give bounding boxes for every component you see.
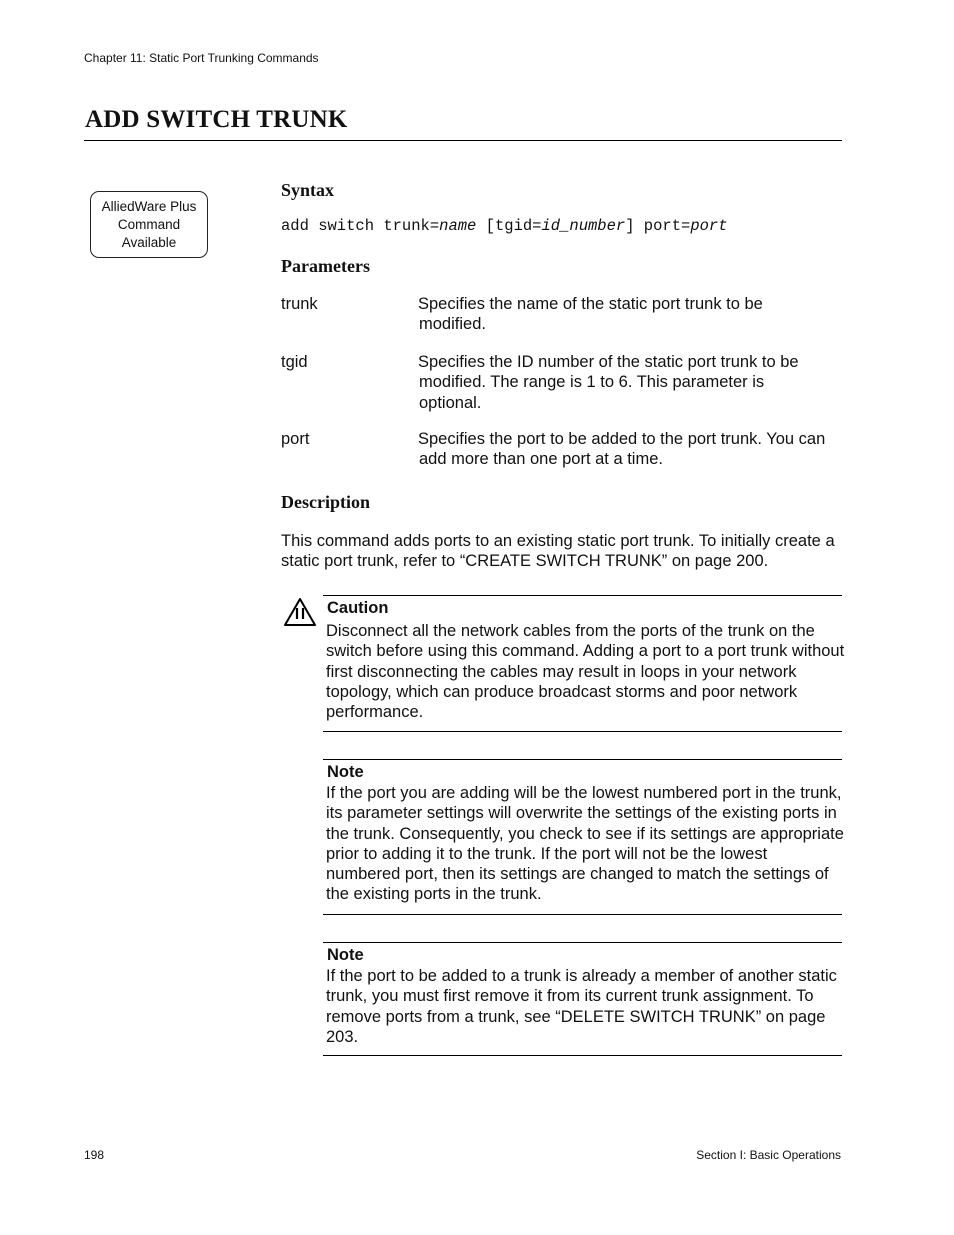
syntax-command <box>281 217 728 235</box>
badge-line-1: AlliedWare Plus <box>101 199 197 214</box>
param-name-trunk: trunk <box>281 295 318 313</box>
syntax-mid2: ] port= <box>625 217 691 235</box>
param-desc-port-rest: add more than one port at a time. <box>419 450 663 469</box>
param-desc-port <box>418 429 848 470</box>
param-desc-tgid-rest: modified. The range is 1 to 6. This parameter is optional. <box>419 373 765 412</box>
note1-top-rule <box>323 759 842 760</box>
footer-section: Section I: Basic Operations <box>696 1148 841 1162</box>
caution-title: Caution <box>327 599 389 617</box>
badge-line-3: Available <box>121 235 177 250</box>
note1-bottom-rule <box>323 914 842 915</box>
alliedware-plus-badge <box>90 191 208 258</box>
note2-title: Note <box>327 946 364 964</box>
param-name-tgid: tgid <box>281 353 308 371</box>
parameters-heading: Parameters <box>281 256 370 276</box>
description-heading: Description <box>281 492 370 512</box>
page-number: 198 <box>84 1148 105 1162</box>
note2-bottom-rule <box>323 1055 842 1056</box>
syntax-arg-id: id_number <box>541 217 626 235</box>
syntax-arg-port: port <box>690 217 728 235</box>
note1-title: Note <box>327 763 364 781</box>
param-desc-tgid-line1: Specifies the ID number of the static port trunk to be <box>418 353 799 371</box>
title-divider <box>84 140 842 141</box>
syntax-heading: Syntax <box>281 180 335 200</box>
badge-line-2: Command <box>117 217 181 232</box>
param-name-port: port <box>281 430 310 448</box>
syntax-mid1: [tgid= <box>476 217 542 235</box>
syntax-arg-name: name <box>439 217 477 235</box>
caution-text: Disconnect all the network cables from the ports of the trunk on the switch before using this command. Adding a port to a port trunk without first disconnecting the cables may result in loops in your network topology, which can produce broadcast storms and poor network performance. <box>326 622 845 722</box>
caution-bottom-rule <box>323 731 842 732</box>
note2-top-rule <box>323 942 842 943</box>
description-text: This command adds ports to an existing static port trunk. To initially create a static port trunk, refer to “CREATE SWITCH TRUNK” on page 200. <box>281 532 835 571</box>
page-title: ADD SWITCH TRUNK <box>85 106 348 133</box>
param-desc-trunk-line1: Specifies the name of the static port trunk to be <box>418 295 763 313</box>
caution-top-rule <box>323 595 842 596</box>
note1-text: If the port you are adding will be the lowest numbered port in the trunk, its parameter settings will overwrite the settings of the existing ports in the trunk. Consequently, you check to see if its settings are appropriate prior to adding it to the trunk. If the port will not be the lowest numbered port, then its settings are changed to match the settings of the existing ports in the trunk. <box>326 784 844 904</box>
param-desc-tgid <box>418 352 848 413</box>
param-desc-port-line1: Specifies the port to be added to the port trunk. You can <box>418 430 826 448</box>
warning-icon <box>283 597 317 627</box>
syntax-prefix: add switch trunk= <box>281 217 440 235</box>
param-desc-trunk-rest: modified. <box>419 315 486 334</box>
running-header: Chapter 11: Static Port Trunking Commands <box>84 51 319 65</box>
param-desc-trunk <box>418 294 848 335</box>
note2-text: If the port to be added to a trunk is already a member of another static trunk, you must first remove it from its current trunk assignment. To remove ports from a trunk, see “DELETE SWITCH TRUNK” on page 203. <box>326 967 837 1046</box>
